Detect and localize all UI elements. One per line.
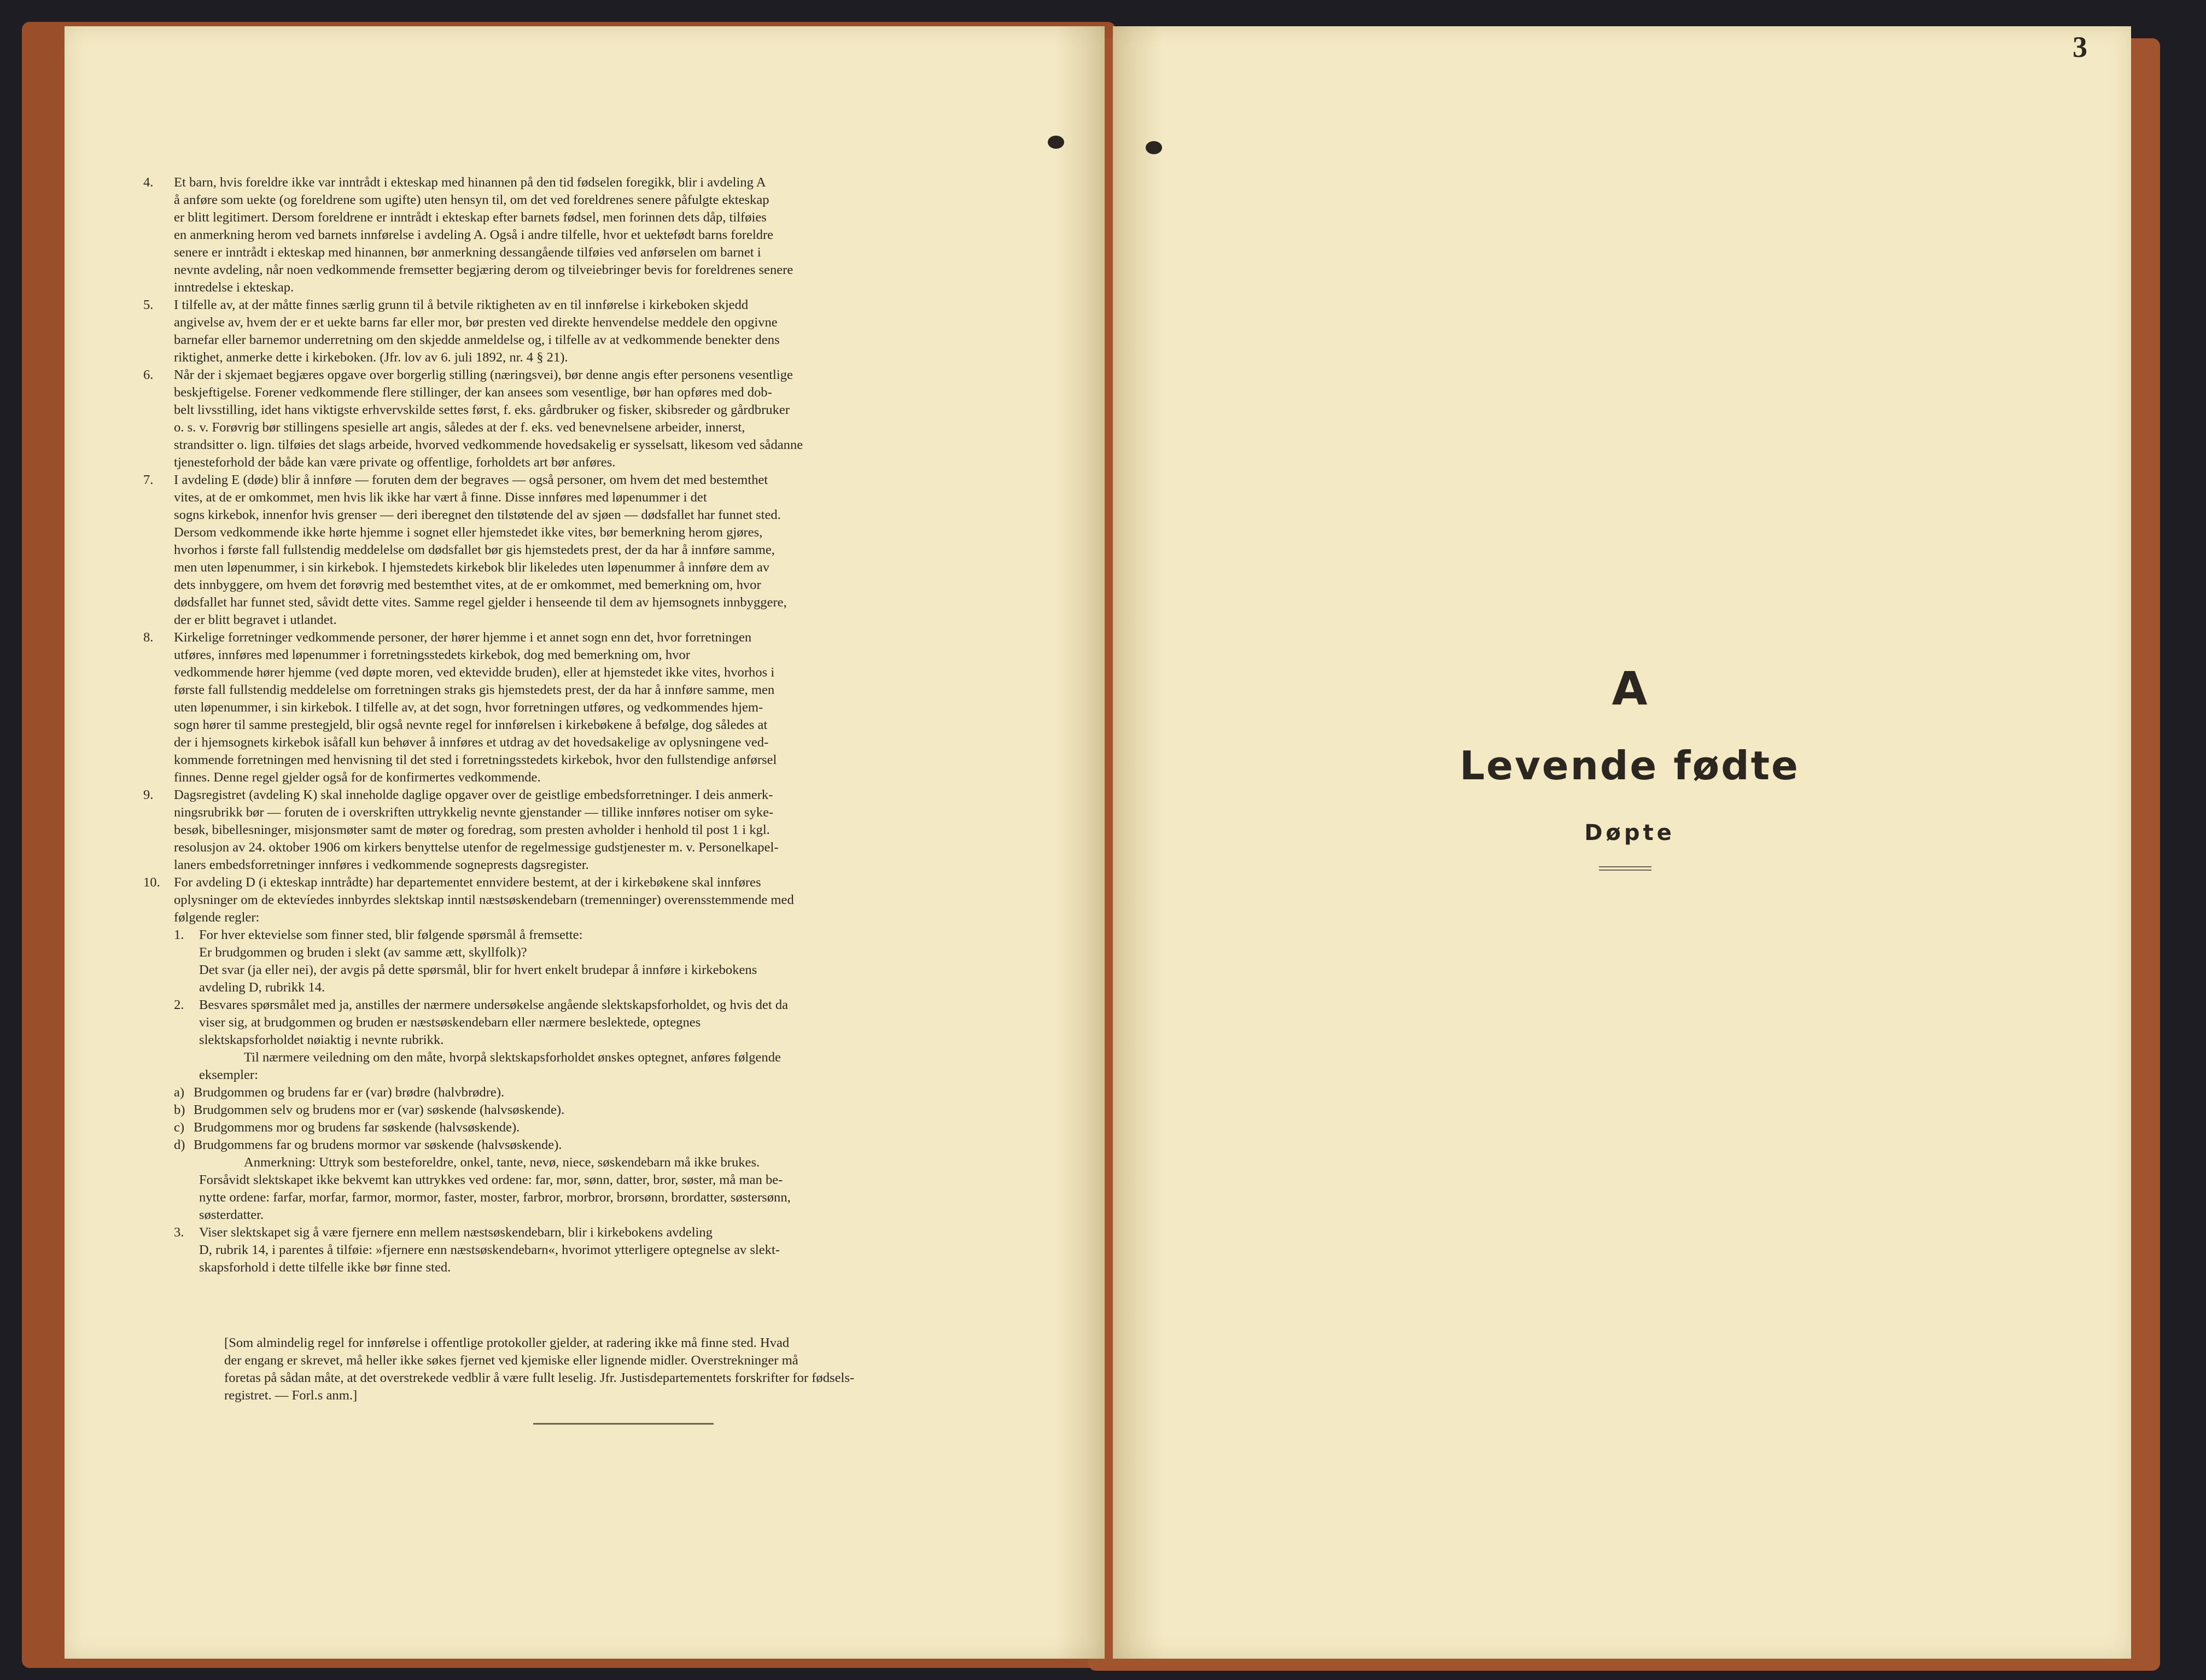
text-line: Brudgommens far og brudens mormor var søskende (halvsøskende). <box>194 1138 562 1152</box>
text-line: [Som almindelig regel for innførelse i offentlige protokoller gjelder, at radering ikke må finne sted. Hvad <box>224 1335 790 1350</box>
subitem-number: 3. <box>174 1225 184 1240</box>
rule-number: 8. <box>143 630 154 645</box>
text-line: sogns kirkebok, innenfor hvis grenser — deri iberegnet den tilstøtende del av sjøen — dødsfallet har funnet sted. <box>174 508 781 522</box>
text-line: D, rubrik 14, i parentes å tilføie: »fjernere enn næstsøskendebarn«, hvorimot ytterligere optegnelse av slekt- <box>199 1242 780 1257</box>
rule-item <box>143 786 1002 874</box>
rule-subitem <box>174 926 1002 996</box>
rule-subitem <box>174 1119 1002 1136</box>
text-line: Anmerkning: Uttryk som besteforeldre, onkel, tante, nevø, niece, søskendebarn må ikke brukes. <box>244 1155 760 1170</box>
text-line: foretas på sådan måte, at det overstrekede vedblir å være fullt leselig. Jfr. Justisdepartementets forskrifter for fødsels- <box>224 1370 855 1385</box>
subitem-number: a) <box>174 1085 185 1100</box>
text-line: Brudgommen selv og brudens mor er (var) søskende (halvsøskende). <box>194 1102 565 1117</box>
text-line: hvorhos i første fall fullstendig meddelelse om dødsfallet bør gis hjemstedets prest, der da har å innføre samme, <box>174 542 775 557</box>
gutter-shadow-right <box>1113 26 1162 1659</box>
text-line: ningsrubrikk bør — foruten de i overskriften uttrykkelig nevnte gjenstander — tillike innføres notiser om syke- <box>174 805 774 820</box>
rule-item <box>143 296 1002 366</box>
text-line: besøk, bibellesninger, misjonsmøter samt de møter og foredrag, som presten avholder i henhold til post 1 i kgl. <box>174 822 770 837</box>
text-line: eksempler: <box>199 1068 258 1082</box>
text-line: Når der i skjemaet begjæres opgave over borgerlig stilling (næringsvei), bør denne angis efter personens vesentlige <box>174 368 793 382</box>
text-line: I tilfelle av, at der måtte finnes særlig grunn til å betvile riktigheten av en til innførelse i kirkeboken skjedd <box>174 298 749 312</box>
gutter-shadow-left <box>1055 26 1105 1659</box>
section-letter: A <box>1612 662 1648 715</box>
text-line: For avdeling D (i ekteskap inntrådte) har departementet ennvidere bestemt, at der i kirkebøkene skal innføres <box>174 875 761 890</box>
text-line: oplysninger om de ektevíedes innbyrdes slektskap inntil næstsøskendebarn (tremenninger) overensstemmende med <box>174 892 794 907</box>
rule-number: 9. <box>143 788 154 802</box>
text-line: følgende regler: <box>174 910 260 925</box>
text-line: strandsitter o. lign. tilføies det slags arbeide, hvorved vedkommende hovedsakelig er sysselsatt, likesom ved sådanne <box>174 438 803 452</box>
page-number: 3 <box>2073 31 2087 63</box>
text-line: uten løpenummer, i sin kirkebok. I tilfelle av, at det sogn, hvor forretningen utføres, og vedkommendes hjem- <box>174 700 763 715</box>
text-line: Dersom vedkommende ikke hørte hjemme i sognet eller hjemstedet ikke vites, bør bemerkning herom gjøres, <box>174 525 763 540</box>
text-line: Brudgommens mor og brudens far søskende (halvsøskende). <box>194 1120 520 1135</box>
text-line: Besvares spørsmålet med ja, anstilles der nærmere undersøkelse angående slektskapsforholdet, og hvis det da <box>199 998 789 1012</box>
text-line: laners embedsforretninger innføres i vedkommende sogneprests dagsregister. <box>174 858 589 872</box>
rule-subitem <box>174 1224 1002 1276</box>
text-line: Dagsregistret (avdeling K) skal inneholde daglige opgaver over de geistlige embedsforretninger. I deis anmerk- <box>174 788 773 802</box>
rule-number: 6. <box>143 368 154 382</box>
text-line: barnefar eller barnemor underretning om den skjedde anmeldelse og, i tilfelle av at vedkommende benekter dens <box>174 332 780 347</box>
text-line: avdeling D, rubrikk 14. <box>199 980 325 995</box>
subtitle-rule-2 <box>1599 870 1651 871</box>
text-line: nytte ordene: farfar, morfar, farmor, mormor, faster, moster, farbror, morbror, brorsønn, brordatter, søstersønn, <box>199 1190 791 1205</box>
text-line: vedkommende hører hjemme (ved døpte moren, ved ektevidde bruden), eller at hjemstedet ikke vites, hvorhos i <box>174 665 775 680</box>
text-line: beskjeftigelse. Forener vedkommende flere stillinger, der kan ansees som vesentlige, bør han opføres med dob- <box>174 385 772 400</box>
text-line: men uten løpenummer, i sin kirkebok. I hjemstedets kirkebok blir likeledes uten løpenummer å innføre dem av <box>174 560 770 575</box>
section-subtitle: Døpte <box>1584 820 1675 845</box>
text-line: slektskapsforholdet nøiaktig i nevnte rubrikk. <box>199 1032 444 1047</box>
text-line: Viser slektskapet sig å være fjernere enn mellem næstsøskendebarn, blir i kirkebokens avdeling <box>199 1225 713 1240</box>
text-line: første fall fullstendig meddelelse om forretningen straks gis hjemstedets prest, der da har å innføre samme, men <box>174 682 775 697</box>
text-line: er blitt legitimert. Dersom foreldrene er inntrådt i ekteskap efter barnets fødsel, men forinnen dets dåp, tilføies <box>174 210 767 225</box>
text-line: sogn hører til samme prestegjeld, blir også nevnte regel for innførelsen i kirkebøkene å befølge, dog således at <box>174 718 768 732</box>
rule-item <box>143 874 1002 926</box>
text-line: Det svar (ja eller nei), der avgis på dette spørsmål, blir for hvert enkelt brudepar å innføre i kirkebokens <box>199 962 757 977</box>
text-line: der engang er skrevet, må heller ikke søkes fjernet ved kjemiske eller lignende midler. Overstrekninger må <box>224 1353 798 1368</box>
rule-subitem <box>174 996 1002 1084</box>
text-line: For hver ektevielse som finner sted, blir følgende spørsmål å fremsette: <box>199 928 583 942</box>
text-line: Brudgommen og brudens far er (var) brødre (halvbrødre). <box>194 1085 505 1100</box>
subitem-number: b) <box>174 1102 185 1117</box>
rule-item <box>143 629 1002 786</box>
binding-hole-right <box>1146 141 1162 154</box>
text-line: nevnte avdeling, når noen vedkommende fremsetter begjæring derom og tilveiebringer bevis for foreldrenes senere <box>174 262 793 277</box>
text-line: en anmerkning herom ved barnets innførelse i avdeling A. Også i andre tilfelle, hvor et uektefødt barns foreldre <box>174 228 774 242</box>
text-line: der er blitt begravet i utlandet. <box>174 612 337 627</box>
rule-number: 7. <box>143 472 154 487</box>
subitem-number: c) <box>174 1120 185 1135</box>
text-line: der i hjemsognets kirkebok isåfall kun behøver å innføres et utdrag av det hovedsakelige av oplysningene ved- <box>174 735 769 750</box>
text-line: viser sig, at brudgommen og bruden er næstsøskendebarn eller nærmere beslektede, optegnes <box>199 1015 701 1030</box>
text-line: o. s. v. Forøvrig bør stillingens spesielle art angis, således at der f. eks. ved benevnelsene arbeider, innerst, <box>174 420 745 435</box>
rule-subitem <box>174 1101 1002 1119</box>
text-line: belt livsstilling, idet hans viktigste erhvervskilde settes først, f. eks. gårdbruker og fisker, skibsreder og gårdbruker <box>174 402 790 417</box>
text-line: angivelse av, hvem der er et uekte barns far eller mor, bør presten ved direkte henvendelse meddele den opgivne <box>174 315 778 330</box>
binding-hole-left <box>1048 136 1064 149</box>
text-line: vites, at de er omkommet, men hvis lik ikke har vært å finne. Disse innføres med løpenummer i det <box>174 490 707 505</box>
section-title: Levende fødte <box>1460 743 1800 789</box>
text-line: dets innbyggere, om hvem det forøvrig med bestemthet vites, at de er omkommet, med bemerkning om, hvor <box>174 578 761 592</box>
text-line: kommende forretningen med henvisning til det sted i forretningsstedets kirkebok, hvor den fullstendige anførsel <box>174 752 777 767</box>
text-line: Kirkelige forretninger vedkommende personer, der hører hjemme i et annet sogn enn det, hvor forretningen <box>174 630 752 645</box>
text-line: søsterdatter. <box>199 1208 264 1222</box>
text-line: utføres, innføres med løpenummer i forretningsstedets kirkebok, dog med bemerkning om, hvor <box>174 648 690 662</box>
text-line: å anføre som uekte (og foreldrene som ugifte) uten hensyn til, om det ved foreldrenes senere påfulgte ekteskap <box>174 192 769 207</box>
text-line: I avdeling E (døde) blir å innføre — foruten dem der begraves — også personer, om hvem det med bestemthet <box>174 472 768 487</box>
text-line: inntredelse i ekteskap. <box>174 280 294 295</box>
text-line: senere er inntrådt i ekteskap med hinannen, bør anmerkning dessangående tilføies ved anførselen om barnet i <box>174 245 761 260</box>
rule-item <box>143 366 1002 471</box>
rule-subitem <box>174 1084 1002 1101</box>
text-line: dødsfallet har funnet sted, såvidt dette vites. Samme regel gjelder i henseende til dem av hjemsognets innbyggere, <box>174 595 787 610</box>
rule-number: 5. <box>143 298 154 312</box>
subitem-number: 2. <box>174 998 184 1012</box>
rule-number: 10. <box>143 875 160 890</box>
subitem-number: d) <box>174 1138 185 1152</box>
text-line: finnes. Denne regel gjelder også for de konfirmertes vedkommende. <box>174 770 541 785</box>
editor-note <box>224 1334 1001 1404</box>
rule-subitem <box>174 1136 1002 1154</box>
rule-subitem <box>174 1154 1002 1224</box>
text-line: resolusjon av 24. oktober 1906 om kirkers benyttelse utenfor de regelmessige gudstjenester m. v. Personelkapel- <box>174 840 779 855</box>
text-line: riktighet, anmerke dette i kirkeboken. (Jfr. lov av 6. juli 1892, nr. 4 § 21). <box>174 350 568 365</box>
text-line: skapsforhold i dette tilfelle ikke bør finne sted. <box>199 1260 451 1275</box>
text-line: registret. — Forl.s anm.] <box>224 1388 358 1403</box>
text-line: Forsåvidt slektskapet ikke bekvemt kan uttrykkes ved ordene: far, mor, sønn, datter, bror, søster, må man be- <box>199 1172 783 1187</box>
text-line: Til nærmere veiledning om den måte, hvorpå slektskapsforholdet ønskes optegnet, anføres følgende <box>244 1050 781 1065</box>
rule-item <box>143 471 1002 629</box>
text-line: Er brudgommen og bruden i slekt (av samme ætt, skyllfolk)? <box>199 945 527 960</box>
subtitle-rule-1 <box>1599 866 1651 867</box>
subitem-number: 1. <box>174 928 184 942</box>
closing-rule <box>533 1423 714 1425</box>
text-line: Et barn, hvis foreldre ikke var inntrådt i ekteskap med hinannen på den tid fødselen foregikk, blir i avdeling A <box>174 175 766 190</box>
text-line: tjenesteforhold der både kan være private og offentlige, forholdets art bør anføres. <box>174 455 616 470</box>
rule-item <box>143 174 1002 296</box>
rule-number: 4. <box>143 175 154 190</box>
regulations-text <box>143 174 1002 1276</box>
